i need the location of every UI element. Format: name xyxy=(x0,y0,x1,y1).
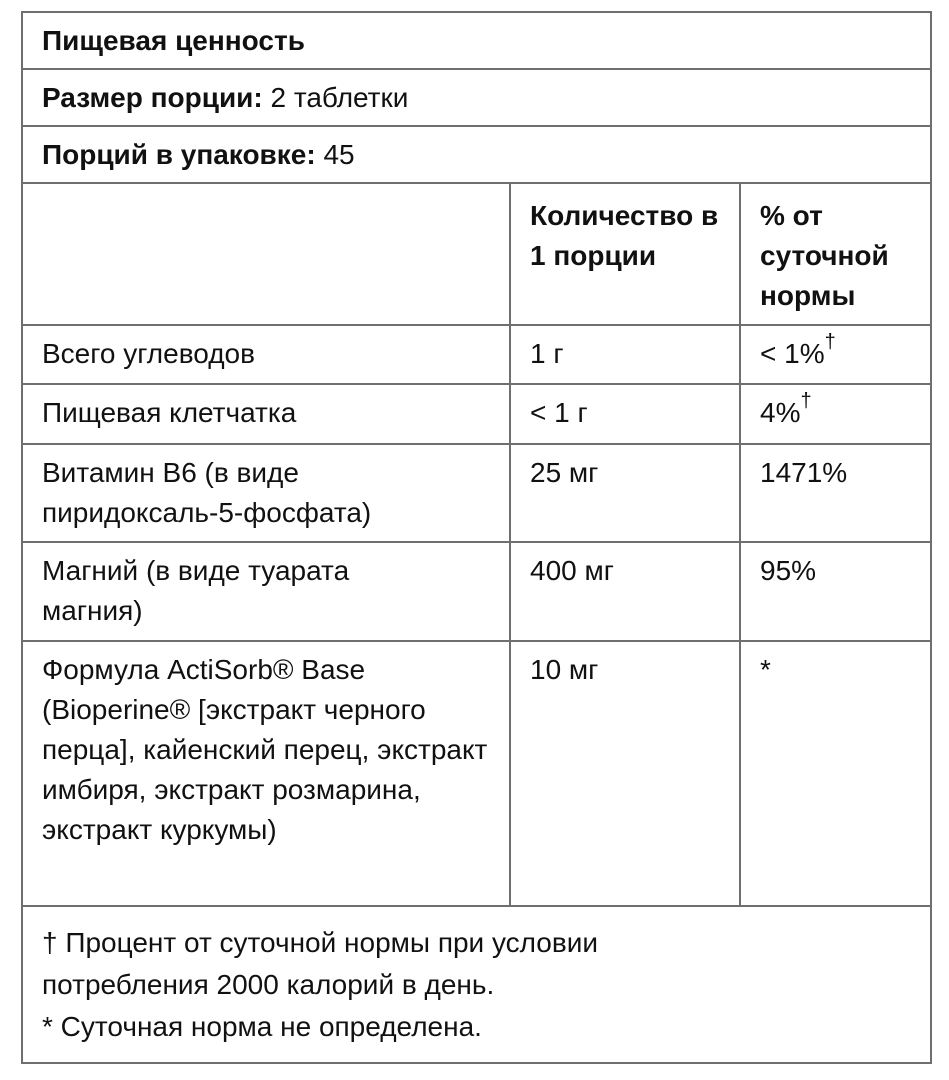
panel-title-text: Пищевая ценность xyxy=(42,24,305,56)
dagger-mark: † xyxy=(824,331,836,353)
nutrient-table xyxy=(23,184,930,907)
servings-per-container-value: 45 xyxy=(323,138,355,170)
nutrient-name: Пищевая клетчатка xyxy=(23,384,510,444)
nutrient-amount: < 1 г xyxy=(510,384,740,444)
nutrient-name: Формула ActiSorb® Base (Bioperine® [экстракт черного перца], кайенский перец, экстракт имбиря, экстракт розмарина, экстракт куркумы) xyxy=(23,641,510,906)
servings-per-container-row xyxy=(23,127,930,184)
panel-title xyxy=(23,13,930,70)
dagger-mark: † xyxy=(800,390,812,412)
nutrient-amount: 1 г xyxy=(510,325,740,384)
nutrient-daily-value: 1471% xyxy=(740,444,930,542)
table-row xyxy=(23,384,930,444)
nutrient-daily-value: * xyxy=(740,641,930,906)
serving-size-row xyxy=(23,70,930,127)
nutrient-name: Витамин B6 (в виде пиридоксаль-5-фосфата) xyxy=(23,444,510,542)
footnote-asterisk: * Суточная норма не определена. xyxy=(42,1011,482,1042)
nutrient-amount: 25 мг xyxy=(510,444,740,542)
daily-value-text: 4% xyxy=(760,397,801,428)
header-nutrient xyxy=(23,184,510,325)
table-row xyxy=(23,444,930,542)
table-row xyxy=(23,542,930,641)
serving-size-label: Размер порции: xyxy=(42,81,263,113)
daily-value-text: < 1% xyxy=(760,338,825,369)
nutrient-amount: 400 мг xyxy=(510,542,740,641)
nutrient-daily-value xyxy=(740,325,930,384)
footnote-dagger-line1: † Процент от суточной нормы при условии xyxy=(42,927,599,958)
nutrient-daily-value xyxy=(740,384,930,444)
footnote-dagger-line2: потребления 2000 калорий в день. xyxy=(42,969,495,1000)
footnotes xyxy=(23,907,930,1062)
table-header-row xyxy=(23,184,930,325)
nutrient-daily-value: 95% xyxy=(740,542,930,641)
nutrient-amount: 10 мг xyxy=(510,641,740,906)
table-row xyxy=(23,641,930,906)
header-amount: Количество в 1 порции xyxy=(510,184,740,325)
nutrition-facts-panel xyxy=(21,11,932,1064)
nutrient-name: Магний (в виде туарата магния) xyxy=(23,542,510,641)
header-daily-value: % от суточной нормы xyxy=(740,184,930,325)
nutrient-name: Всего углеводов xyxy=(23,325,510,384)
servings-per-container-label: Порций в упаковке: xyxy=(42,138,316,170)
serving-size-value: 2 таблетки xyxy=(270,81,409,113)
table-row xyxy=(23,325,930,384)
